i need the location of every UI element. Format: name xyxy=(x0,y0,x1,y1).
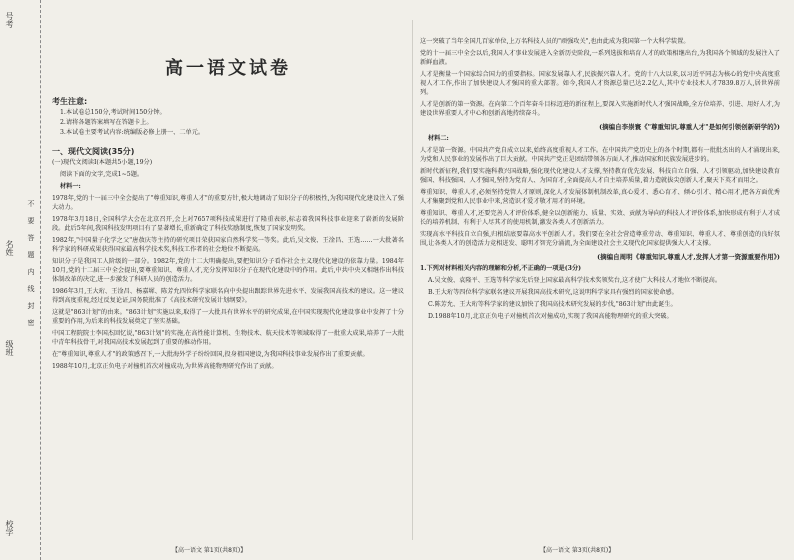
material-title: 材料一: xyxy=(60,182,81,190)
body-paragraph: 这一突破了当年全国几百家单位,上万名科技人员的"顽强攻关",也由此成为我国第一个大科学装置。 xyxy=(420,38,690,45)
note-item: 2.请将各题答案填写在答题卡上。 xyxy=(60,118,153,126)
gutter-label-class: 级班 xyxy=(5,340,14,356)
body-paragraph: 中国工程院院士李国杰回忆说,"863计划"的实施,在高性能计算机、生物技术、航天技术等领域取得了一批重大成果,培养了一大批中青年科技骨干,对我国高技术发展起到了重要的推动作用。 xyxy=(52,329,404,346)
page-footer: 【高一语文 第3页(共8页)】 xyxy=(540,547,615,554)
section-heading: 一、现代文阅读(35分) xyxy=(52,146,135,156)
gutter-label-school: 校学 xyxy=(5,520,14,536)
source-caption: (摘编自李崇寰《"尊重知识,尊重人才"是如何引领创新研学的》) xyxy=(599,122,780,131)
answer-option: A.吴文俊、袁隆平、王选等科学家先后登上国家最高科学技术奖领奖台,这才使广大科技人才地位不断提高。 xyxy=(428,276,722,284)
page-title: 高一语文试卷 xyxy=(165,58,291,79)
body-paragraph: 人才是衡量一个国家综合国力的重要指标。国家发展靠人才,民族振兴靠人才。党的十八大以来,以习近平同志为核心的党中央高度重视人才工作,作出了加快建设人才强国的重大部署。如今,我国人才资源总量已达2.2亿人,其中专业技术人才7839.8万人,居世界前列。 xyxy=(420,70,780,96)
body-paragraph: 尊重知识、尊重人才,必须坚持党管人才原则,深化人才发展体制机制改革,真心爱才、悉心育才、倾心引才、精心用才,把各方面优秀人才集聚到党和人民事业中来,营造识才爱才敬才用才的环境。 xyxy=(420,188,780,205)
body-paragraph: 实现高水平科技自立自强,归根结底要靠高水平创新人才。我们要在全社会营造尊重劳动、尊重知识、尊重人才、尊重创造的良好氛围,让各类人才的创造活力竞相迸发、聪明才智充分涌流,为全面建设社会主义现代化国家提供强大人才支撑。 xyxy=(420,230,780,247)
source-caption: (摘编自周明《尊重知识,尊重人才,发挥人才第一资源重要作用》) xyxy=(597,252,780,261)
binding-gutter xyxy=(0,0,41,560)
question-stem: 1.下列对材料相关内容的理解和分析,不正确的一项是(3分) xyxy=(420,264,582,272)
instruction: 阅读下面的文字,完成1~5题。 xyxy=(60,170,144,178)
material-title: 材料二: xyxy=(428,134,449,142)
page-footer: 【高一语文 第1页(共8页)】 xyxy=(172,547,247,554)
right-column xyxy=(420,0,780,560)
body-paragraph: 知识分子是我国工人阶级的一部分。1982年,党的十二大明确提出,要把知识分子看作社会主义现代化建设的依靠力量。1984年10月,党的十二届三中全会提出,要尊重知识、尊重人才,充分发挥知识分子在现代化建设中的作用。此后,中共中央又相继作出科技体制改革的决定,进一步激发了科研人员的创造活力。 xyxy=(52,257,404,283)
note-item: 1.本试卷总150分,考试时间150分钟。 xyxy=(60,109,166,116)
note-item: 3.本试卷主要考试内容:统编版必修上册一、二单元。 xyxy=(60,128,205,136)
gutter-label-exam-number: 号考 xyxy=(5,12,14,28)
body-paragraph: 这就是"863计划"的由来。"863计划"实施以来,取得了一大批具有世界水平的研究成果,在中国实现现代化建设事业中发挥了十分重要的作用,为后来的科技发展奠定了坚实基础。 xyxy=(52,308,404,325)
body-paragraph: 1986年3月,王大珩、王淦昌、杨嘉墀、陈芳允四位科学家联名向中央提出跟踪世界先进水平、发展我国高技术的建议。这一建议得到高度重视,经过反复论证,国务院批准了《高技术研究发展计划纲要》。 xyxy=(52,287,404,304)
gutter-label-name: 名姓 xyxy=(5,240,14,256)
body-paragraph: 尊重知识、尊重人才,还要完善人才评价体系,健全以创新能力、质量、实效、贡献为导向的科技人才评价体系,加快形成有利于人才成长的培养机制、有利于人尽其才的使用机制,激发各类人才创新活力。 xyxy=(420,209,780,226)
body-paragraph: 人才是创新的第一资源。在向第二个百年奋斗目标迈进的新征程上,要深入实施新时代人才强国战略,全方位培养、引进、用好人才,为建设世界重要人才中心和创新高地持续奋斗。 xyxy=(420,100,780,117)
answer-option: D.1988年10月,北京正负电子对撞机首次对撞成功,实现了我国高能物理研究的重大突破。 xyxy=(428,312,673,320)
answer-option: B.王大珩等四位科学家联名建议开展我国高技术研究,这说明科学家具有强烈的国家使命感。 xyxy=(428,288,678,296)
gutter-warning: 不要答题内线封密 xyxy=(27,200,35,336)
left-column xyxy=(52,0,404,560)
body-paragraph: 新时代新征程,我们要实施科教兴国战略,强化现代化建设人才支撑,坚持教育优先发展、科技自立自强、人才引领驱动,加快建设教育强国、科技强国、人才强国,坚持为党育人、为国育才,全面提高人才自主培养质量,着力造就拔尖创新人才,聚天下英才而用之。 xyxy=(420,167,780,184)
subsection-heading: (一)现代文阅读Ⅰ(本题共5小题,19分) xyxy=(52,158,153,166)
answer-option: C.陈芳允、王大珩等科学家的建议加快了我国高技术研究发展的步伐,"863计划"由此诞生。 xyxy=(428,300,677,308)
notes-list xyxy=(52,109,404,138)
body-paragraph: 在"尊重知识,尊重人才"的政策感召下,一大批海外学子纷纷回国,投身祖国建设,为我国科技事业发展作出了重要贡献。 xyxy=(52,350,369,358)
body-paragraph: 1988年10月,北京正负电子对撞机首次对撞成功,为世界高能物理研究作出了贡献。 xyxy=(52,362,278,370)
body-paragraph: 1978年3月18日,全国科学大会在北京召开,会上对7657项科技成果进行了隆重表彰,标志着我国科技事业迎来了崭新的发展阶段。此后5年间,我国科技发明项目有了显著增长,重新确定了科技奖励制度,恢复了国家发明奖。 xyxy=(52,215,404,232)
body-paragraph: 人才是第一资源。中国共产党自成立以来,始终高度重视人才工作。在中国共产党历史上的各个时期,都有一批批杰出的人才涌现出来,为党和人民事业的发展作出了巨大贡献。中国共产党正是团结带领各方面人才,推动国家和民族发展进步的。 xyxy=(420,146,780,163)
body-paragraph: 1978年,党的十一届三中全会提出了"尊重知识,尊重人才"的重要方针,极大地调动了知识分子的积极性,为我国现代化建设注入了强大动力。 xyxy=(52,194,404,211)
body-paragraph: 1982年,"中国量子化学之父"唐敖庆等主持的研究项目荣获国家自然科学奖一等奖。此后,吴文俊、王淦昌、王选……一大批著名科学家的科研成果获得国家最高科学技术奖,科技工作者的社会地位不断提高。 xyxy=(52,236,404,253)
body-paragraph: 党的十一届三中全会以后,我国人才事业发展进入全新历史阶段,一系列选拔和培育人才的政策相继出台,为我国各个领域的发展注入了新鲜血液。 xyxy=(420,49,780,66)
notes-title: 考生注意: xyxy=(52,97,88,106)
column-divider xyxy=(412,20,413,540)
